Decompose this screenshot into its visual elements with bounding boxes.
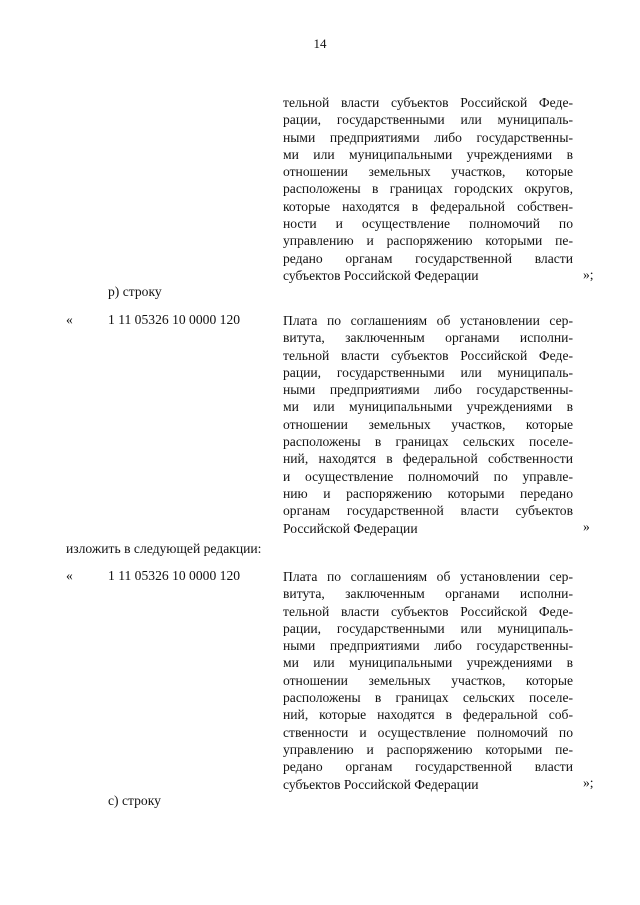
text-line: отношении земельных участков, которые (283, 672, 573, 688)
instruction-text: изложить в следующей редакции: (66, 541, 262, 556)
text-line: ности и осуществление полномочий по (283, 216, 573, 232)
text-line: тельной власти субъектов Российской Феде- (283, 603, 573, 619)
text-line: рации, государственными или муниципаль- (283, 364, 573, 380)
text-line: ными предприятиями либо государственны- (283, 129, 573, 145)
text-line: тельной власти субъектов Российской Феде- (283, 95, 573, 110)
text-line: расположены в границах сельских поселе- (283, 434, 573, 450)
text-line: ний, которые находятся в федеральной соб- (283, 707, 573, 723)
text-line: нию и распоряжению которыми передано (283, 485, 573, 501)
text-line: Плата по соглашениям об установлении сер- (283, 569, 573, 584)
block2-end-mark: » (583, 519, 590, 534)
page-number: 14 (313, 36, 327, 51)
text-line: отношении земельных участков, которые (283, 416, 573, 432)
text-line: управлению и распоряжению которыми пе- (283, 233, 573, 249)
text-line: расположены в границах городских округов, (283, 181, 573, 197)
text-line: рации, государственными или муниципаль- (283, 620, 573, 636)
block2-code: 1 11 05326 10 0000 120 (108, 312, 241, 327)
text-line: управлению и распоряжению которыми пе- (283, 741, 573, 757)
text-line: Плата по соглашениям об установлении сер- (283, 313, 573, 328)
text-line: Российской Федерации (283, 520, 418, 536)
text-line: рации, государственными или муниципаль- (283, 112, 573, 128)
block3-end-mark: »; (583, 775, 594, 790)
text-line: ний, находятся в федеральной собственности (283, 451, 573, 467)
block3-open-quote: « (66, 568, 73, 583)
text-line: редано органам государственной власти (283, 250, 573, 266)
block2-description (283, 312, 573, 537)
text-line: отношении земельных участков, которые (283, 164, 573, 180)
text-line: ственности и осуществление полномочий по (283, 724, 573, 740)
text-line: ми или муниципальными учреждениями в (283, 146, 573, 162)
item-s-label: с) строку (108, 793, 161, 808)
text-line: и осуществление полномочий по управле- (283, 468, 573, 484)
text-line: ными предприятиями либо государственны- (283, 638, 573, 654)
block3-code: 1 11 05326 10 0000 120 (108, 568, 241, 583)
text-line: ми или муниципальными учреждениями в (283, 399, 573, 415)
text-line: витута, заключенным органами исполни- (283, 586, 573, 602)
text-line: витута, заключенным органами исполни- (283, 330, 573, 346)
text-line: которые находятся в федеральной собствен- (283, 198, 573, 214)
text-line: органам государственной власти субъектов (283, 503, 573, 519)
block2-open-quote: « (66, 312, 73, 327)
item-r-label: р) строку (108, 284, 162, 299)
text-line: редано органам государственной власти (283, 759, 573, 775)
block3-description (283, 568, 573, 793)
block1-end-mark: »; (583, 267, 594, 282)
text-line: ными предприятиями либо государственны- (283, 382, 573, 398)
text-line: тельной власти субъектов Российской Феде- (283, 347, 573, 363)
text-line: субъектов Российской Федерации (283, 776, 479, 792)
text-line: субъектов Российской Федерации (283, 267, 479, 283)
text-line: ми или муниципальными учреждениями в (283, 655, 573, 671)
block1-description (283, 94, 573, 284)
text-line: расположены в границах сельских поселе- (283, 690, 573, 706)
